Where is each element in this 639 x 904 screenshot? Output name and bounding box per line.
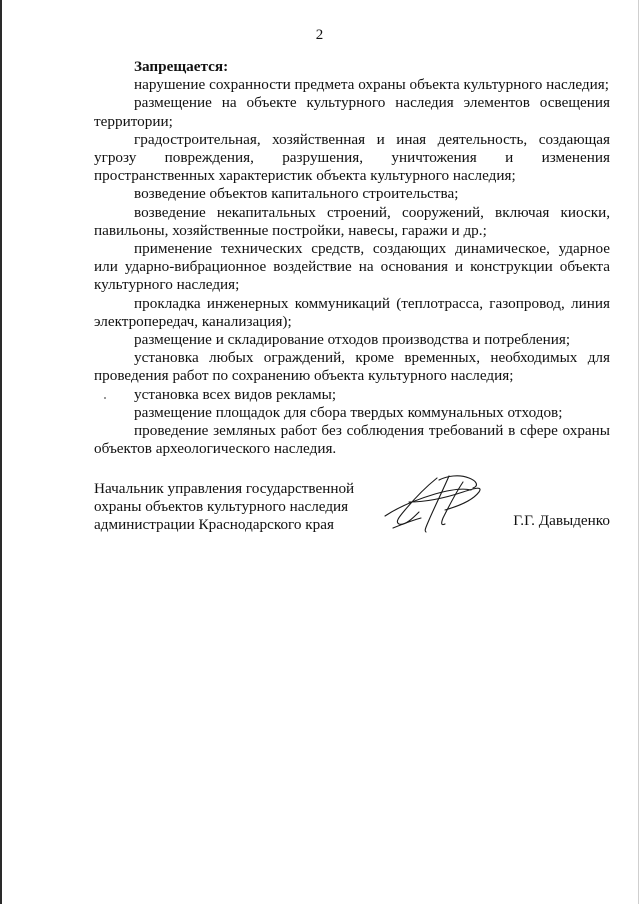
prohibition-item: градостроительная, хозяйственная и иная деятельность, создающая угрозу повреждения, разрушения, уничтожения и изменения пространственных характеристик объекта культурного наследия; <box>94 130 610 185</box>
handwritten-signature <box>379 472 494 534</box>
signature-block <box>94 480 610 540</box>
prohibitions-section <box>94 58 610 458</box>
prohibition-item: установка любых ограждений, кроме временных, необходимых для проведения работ по сохранению объекта культурного наследия; <box>94 349 610 385</box>
signer-position <box>94 480 374 535</box>
prohibition-item: возведение некапитальных строений, сооружений, включая киоски, павильоны, хозяйственные постройки, навесы, гаражи и др.; <box>94 203 610 239</box>
prohibition-item: размещение на объекте культурного наследия элементов освещения территории; <box>94 94 610 130</box>
page-number: 2 <box>315 27 324 43</box>
prohibition-item: проведение земляных работ без соблюдения требований в сфере охраны объектов археологического наследия. <box>94 422 610 458</box>
signer-position-line: администрации Краснодарского края <box>94 516 334 534</box>
section-heading: Запрещается: <box>134 58 229 75</box>
prohibition-item: применение технических средств, создающих динамическое, ударное или ударно-вибрационное воздействие на основания и конструкции объекта культурного наследия; <box>94 240 610 294</box>
signer-name: Г.Г. Давыденко <box>513 512 610 529</box>
prohibition-item: нарушение сохранности предмета охраны объекта культурного наследия; <box>134 76 609 94</box>
scan-edge-left <box>0 0 2 904</box>
prohibition-item: возведение объектов капитального строительства; <box>134 185 459 203</box>
signer-position-line: Начальник управления государственной <box>94 480 355 497</box>
scan-speck <box>104 397 106 399</box>
prohibition-item: прокладка инженерных коммуникаций (теплотрасса, газопровод, линия электропередач, канализация); <box>94 294 610 330</box>
prohibition-item: установка всех видов рекламы; <box>134 385 337 403</box>
prohibition-item: размещение площадок для сбора твердых коммунальных отходов; <box>134 403 563 421</box>
signer-position-line: охраны объектов культурного наследия <box>94 498 349 516</box>
prohibition-item: размещение и складирование отходов производства и потребления; <box>134 331 571 349</box>
